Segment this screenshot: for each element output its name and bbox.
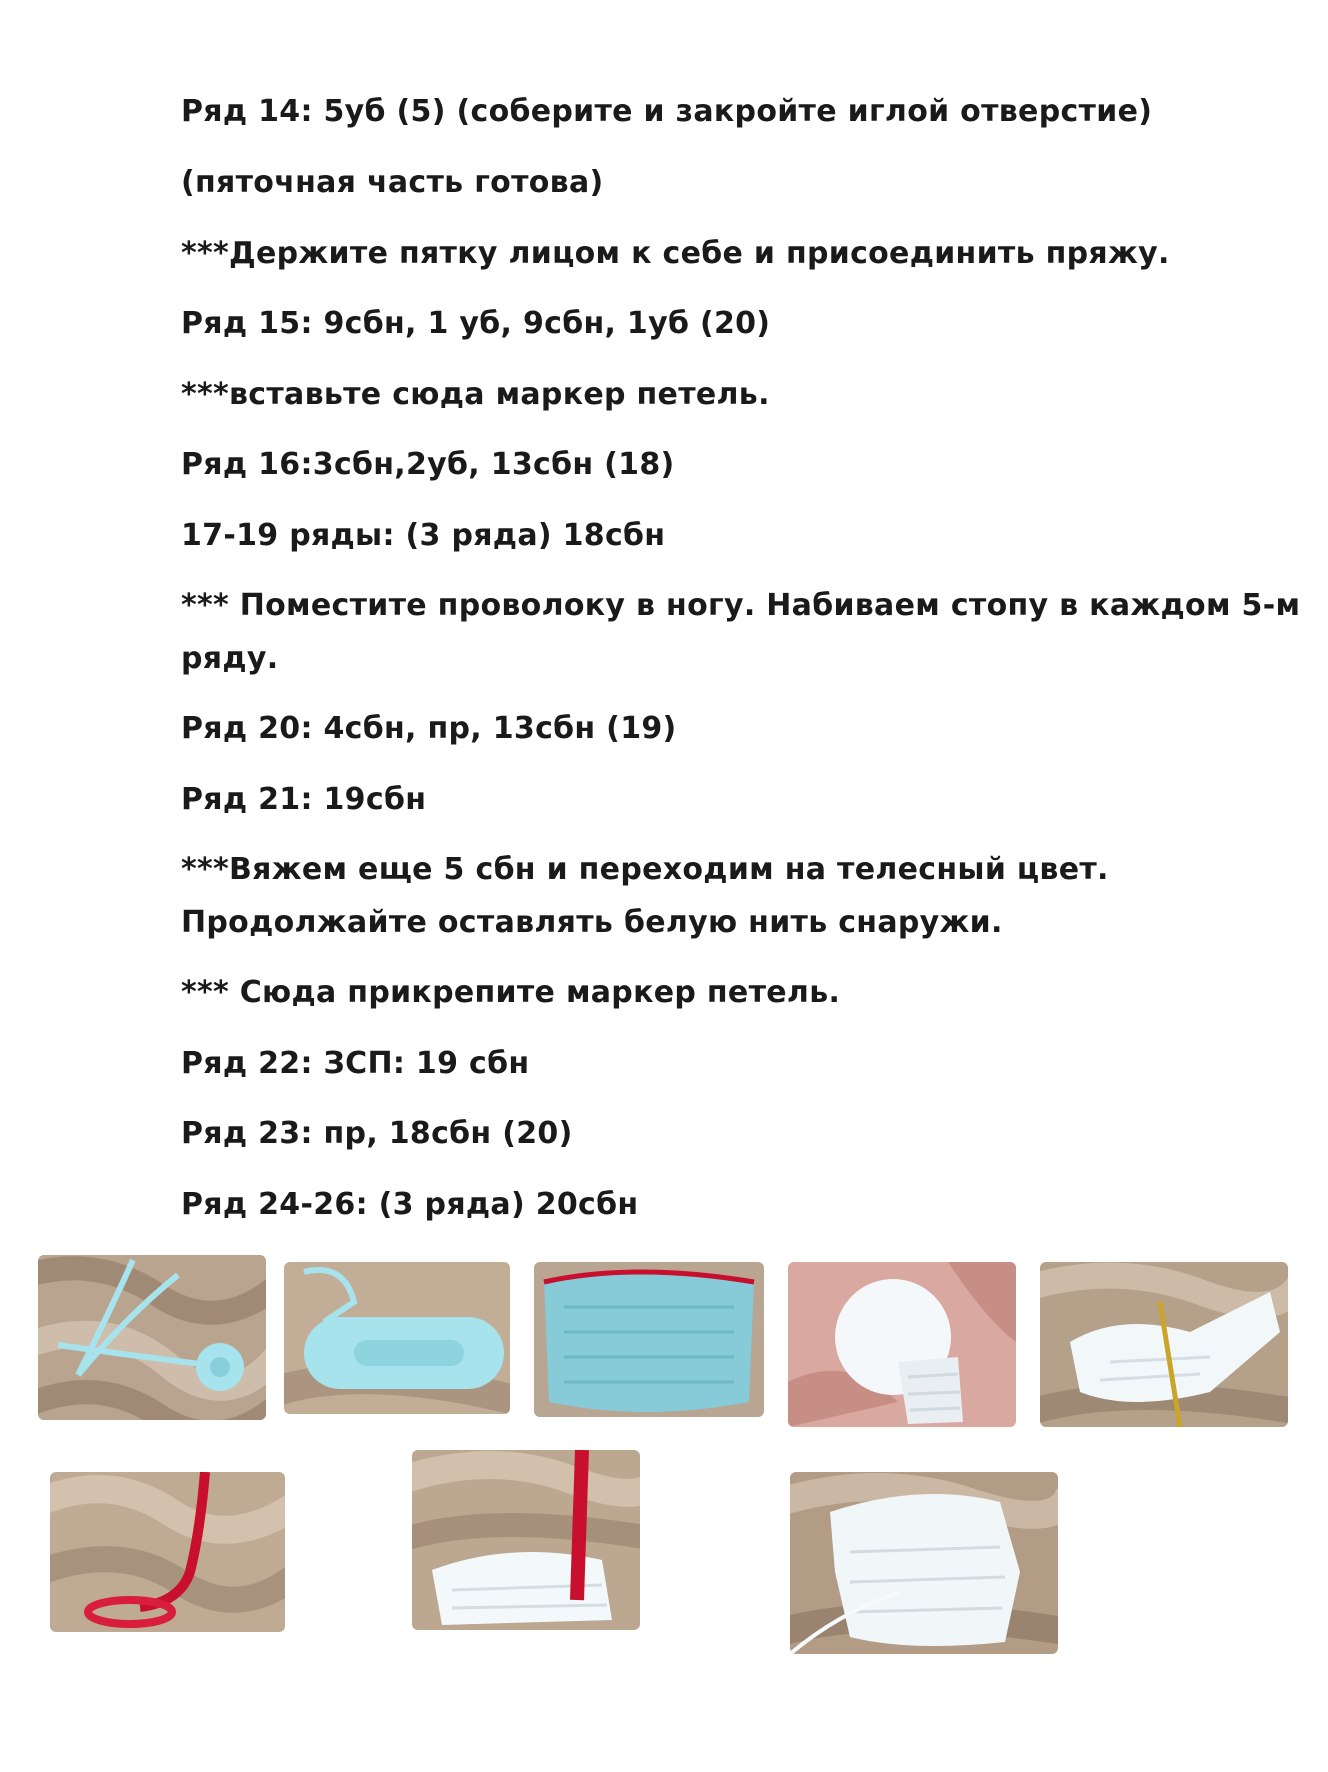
instruction-line-rows-17-19: 17-19 ряды: (3 ряда) 18сбн (181, 518, 666, 553)
photo-red-stitch-marker-on-wicker (50, 1472, 285, 1632)
photo-white-foot-finished (790, 1472, 1058, 1654)
instruction-line-row-20: Ряд 20: 4сбн, пр, 13сбн (19) (181, 711, 677, 746)
instruction-line-color-change: ***Вяжем еще 5 сбн и переходим на телесный цвет. (181, 852, 1109, 887)
photo-blue-yarn-chain-on-wicker (38, 1255, 266, 1420)
instruction-line-attach-yarn: ***Держите пятку лицом к себе и присоединить пряжу. (181, 236, 1170, 271)
instruction-line-row-15: Ряд 15: 9сбн, 1 уб, 9сбн, 1уб (20) (181, 306, 771, 341)
instruction-line-row-22: Ряд 22: ЗСП: 19 сбн (181, 1046, 530, 1081)
instruction-line-wire-note-cont: ряду. (181, 641, 279, 676)
instruction-line-row-23: Ряд 23: пр, 18сбн (20) (181, 1116, 573, 1151)
instruction-line-row-16: Ряд 16:3сбн,2уб, 13сбн (18) (181, 447, 675, 482)
photo-white-foot-with-crochet-hook (1040, 1262, 1288, 1427)
instruction-line-wire-note: *** Поместите проволоку в ногу. Набиваем стопу в каждом 5-м (181, 588, 1301, 623)
photo-white-foot-with-red-marker (412, 1450, 640, 1630)
instruction-line-color-change-cont: Продолжайте оставлять белую нить снаружи. (181, 905, 1003, 940)
instruction-line-marker-note-2: *** Сюда прикрепите маркер петель. (181, 975, 841, 1010)
instruction-line-marker-note-1: ***вставьте сюда маркер петель. (181, 377, 770, 412)
instruction-line-row-14: Ряд 14: 5уб (5) (соберите и закройте иглой отверстие) (181, 94, 1153, 129)
instruction-line-rows-24-26: Ряд 24-26: (3 ряда) 20сбн (181, 1187, 639, 1222)
instruction-line-heel-done: (пяточная часть готова) (181, 165, 604, 200)
instruction-line-row-21: Ряд 21: 19сбн (181, 782, 427, 817)
photo-white-heel-in-hand (788, 1262, 1016, 1427)
photo-blue-crochet-heel-cup (534, 1262, 764, 1417)
photo-blue-crochet-sole (284, 1262, 510, 1414)
